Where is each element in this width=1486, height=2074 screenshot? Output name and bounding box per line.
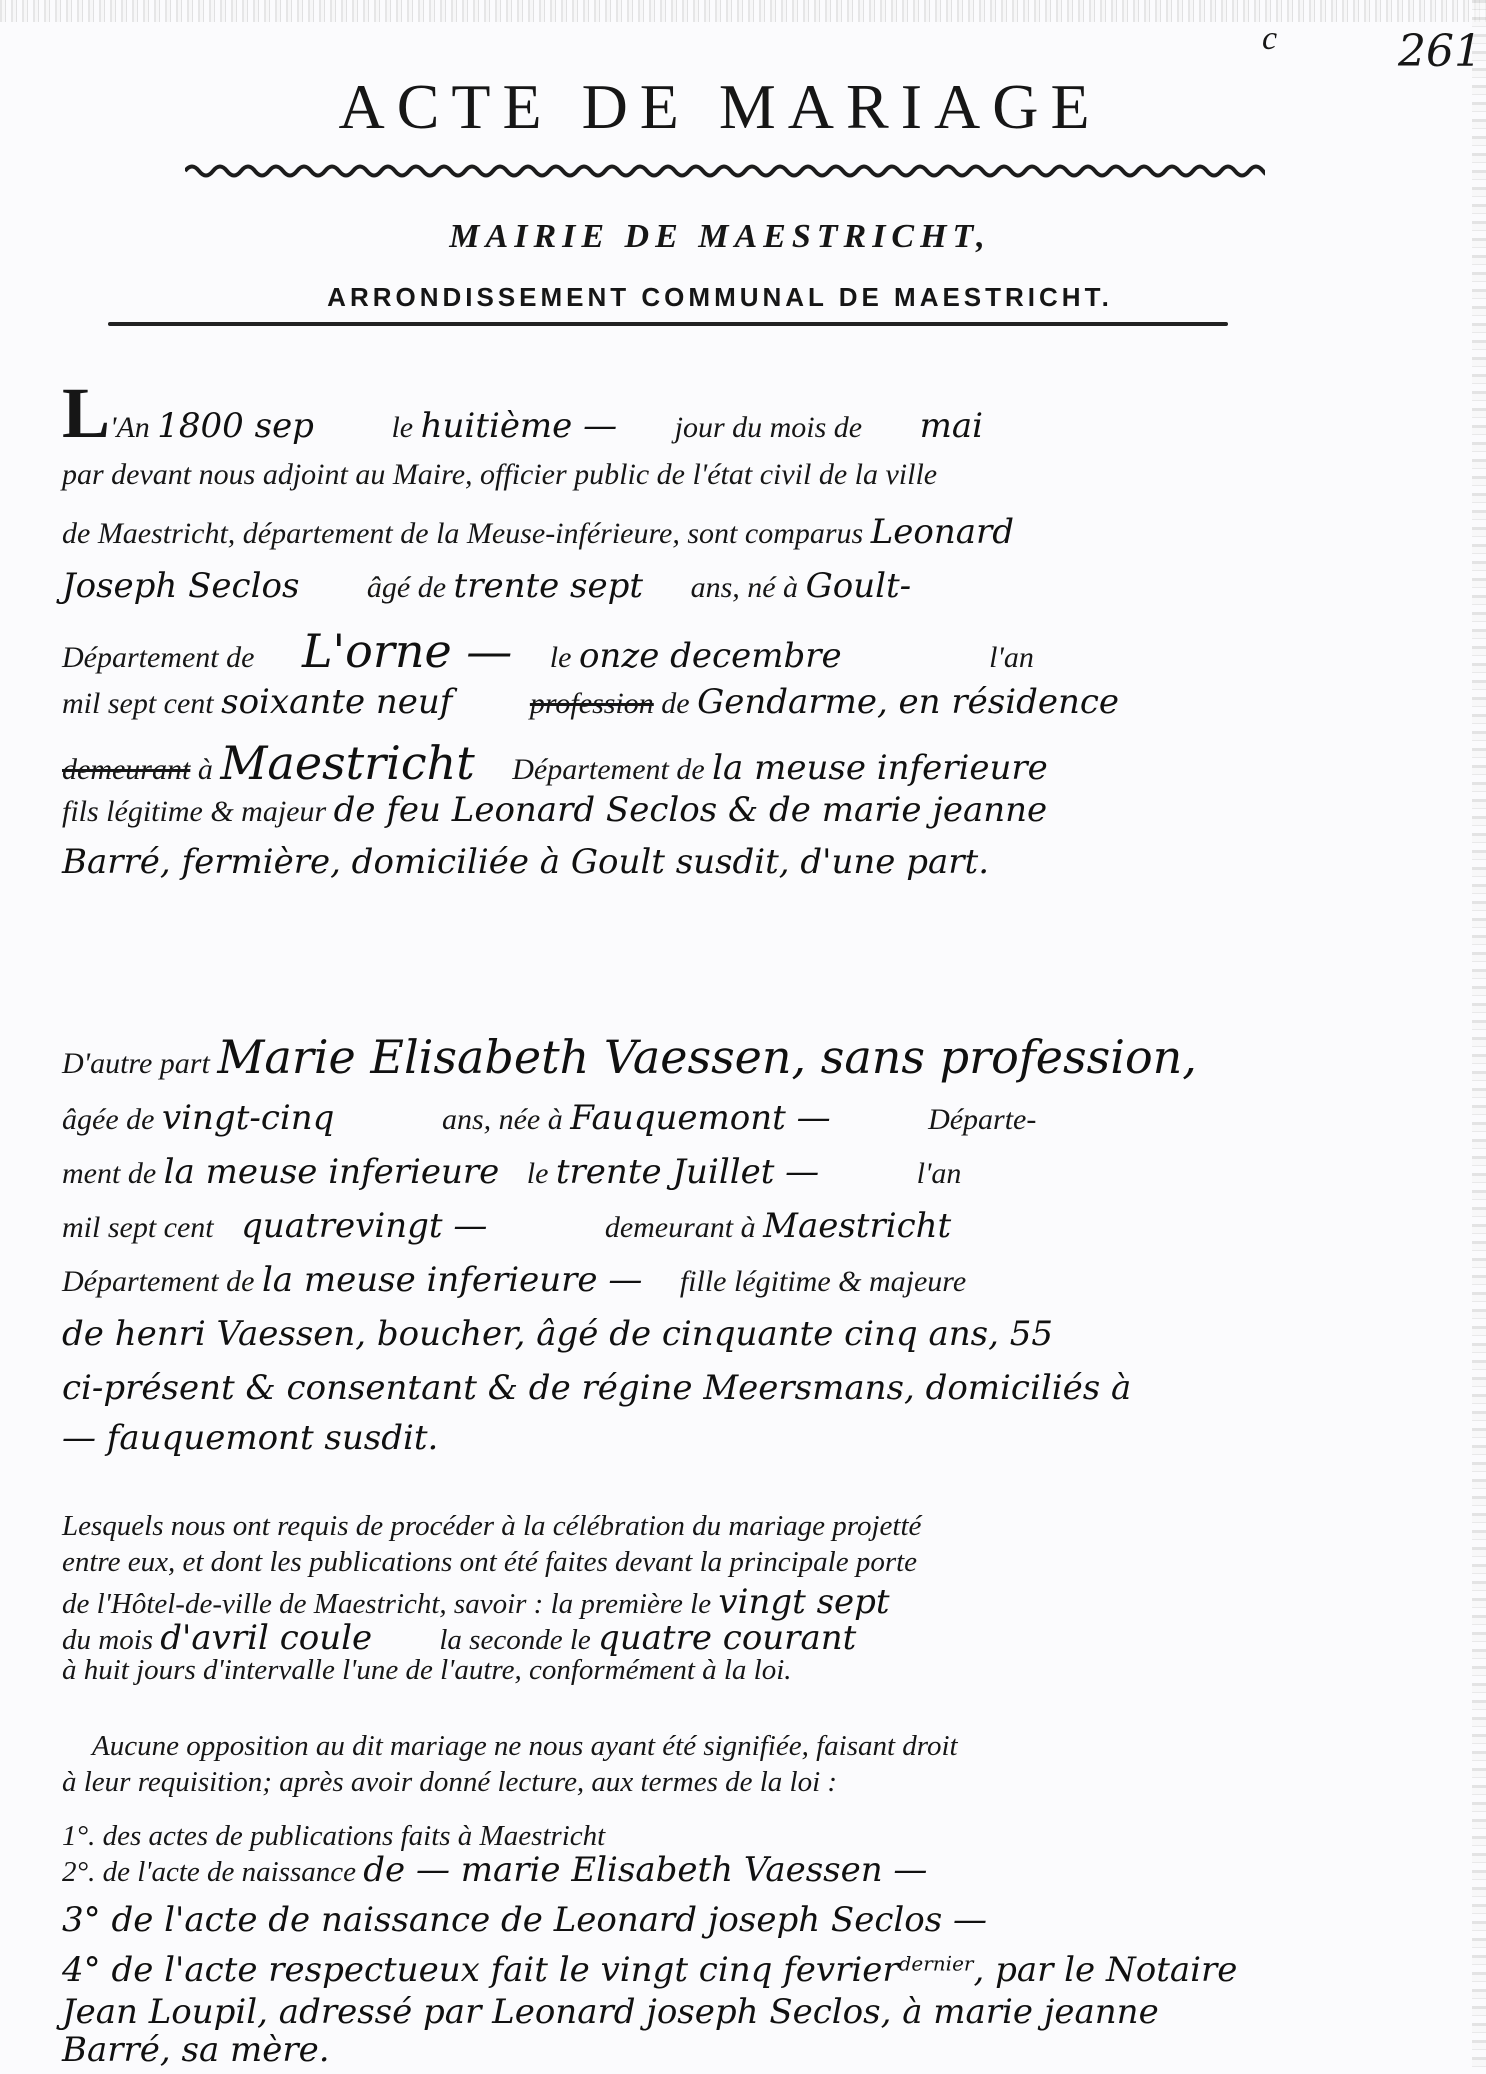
groom-name-handwritten: Joseph Seclos [62, 566, 300, 606]
drop-cap: L [62, 373, 111, 453]
bride-line-3: ment de la meuse inferieure le trente Juillet — l'an [62, 1152, 962, 1192]
groom-line-2: par devant nous adjoint au Maire, officier public de l'état civil de la ville [62, 458, 938, 491]
opposition-line-2: à leur requisition; après avoir donné lecture, aux termes de la loi : [62, 1766, 838, 1798]
document-item-1: 1°. des actes de publications faits à Maestricht [62, 1820, 606, 1852]
day-handwritten: huitième — [420, 406, 618, 446]
groom-line-9: Barré, fermière, domiciliée à Goult susdit, d'une part. [62, 842, 989, 882]
mairie-heading: MAIRIE DE MAESTRICHT, [449, 218, 991, 255]
folio-number: 261 [1398, 26, 1482, 77]
bride-line-7: ci-présent & consentant & de régine Meersmans, domiciliés à [62, 1368, 1132, 1408]
document-item-3: 3° de l'acte de naissance de Leonard joseph Seclos — [62, 1900, 987, 1940]
bride-name-handwritten: Marie Elisabeth Vaessen, sans profession, [217, 1030, 1197, 1084]
bride-line-5: Département de la meuse inferieure — fille légitime & majeure [62, 1260, 967, 1300]
scan-edge-top [0, 0, 1486, 22]
month-handwritten: mai [919, 406, 983, 446]
document-item-4: 4° de l'acte respectueux fait le vingt cinq fevrier$^{dernier}$, par le Notaire [62, 1950, 1238, 1990]
groom-line-3: de Maestricht, département de la Meuse-inférieure, sont comparus Leonard [62, 512, 1015, 552]
document-item-2: 2°. de l'acte de naissance de — marie Elisabeth Vaessen — [62, 1850, 928, 1890]
arrondissement-heading: ARRONDISSEMENT COMMUNAL DE MAESTRICHT. [327, 282, 1113, 312]
corner-mark: c [1262, 20, 1278, 57]
header-rule [108, 322, 1228, 326]
publications-line-3: de l'Hôtel-de-ville de Maestricht, savoir : la première le vingt sept [62, 1582, 890, 1622]
bride-line-1: D'autre part Marie Elisabeth Vaessen, sans profession, [62, 1030, 1197, 1084]
document-item-5: Jean Loupil, adressé par Leonard joseph Seclos, à marie jeanne [62, 1992, 1159, 2032]
groom-line-6: mil sept cent soixante neuf profession de Gendarme, en résidence [62, 682, 1120, 722]
bride-line-2: âgée de vingt-cinq ans, née à Fauquemont — Départe- [62, 1098, 1037, 1138]
groom-line-7: demeurant à Maestricht Département de la meuse inferieure [62, 736, 1048, 790]
groom-line-8: fils légitime & majeur de feu Leonard Seclos & de marie jeanne [62, 790, 1048, 830]
document-title: ACTE DE MARIAGE [338, 71, 1102, 142]
groom-line-4: Joseph Seclos âgé de trente sept ans, né à Goult- [62, 566, 912, 606]
scan-edge-right [1472, 0, 1486, 2074]
publications-line-5: à huit jours d'intervalle l'une de l'autre, conformément à la loi. [62, 1654, 792, 1686]
publications-line-4: du mois d'avril coule la seconde le quatre courant [62, 1618, 857, 1658]
bride-line-6: de henri Vaessen, boucher, âgé de cinquante cinq ans, 55 [62, 1314, 1053, 1354]
document-item-6: Barré, sa mère. [62, 2030, 330, 2070]
opposition-line-1: Aucune opposition au dit mariage ne nous ayant été signifiée, faisant droit [92, 1730, 958, 1762]
groom-line-1: L'An 1800 sep le huitième — jour du mois de mai [62, 373, 983, 453]
bride-line-4: mil sept cent quatrevingt — demeurant à Maestricht [62, 1206, 952, 1246]
bride-line-8: — fauquemont susdit. [62, 1418, 439, 1458]
publications-line-1: Lesquels nous ont requis de procéder à la célébration du mariage projetté [62, 1510, 922, 1542]
year-handwritten: 1800 sep [157, 406, 314, 446]
groom-line-5: Département de L'orne — le onze decembre l'an [62, 624, 1034, 678]
wavy-ornament [185, 160, 1265, 182]
publications-line-2: entre eux, et dont les publications ont été faites devant la principale porte [62, 1546, 918, 1578]
